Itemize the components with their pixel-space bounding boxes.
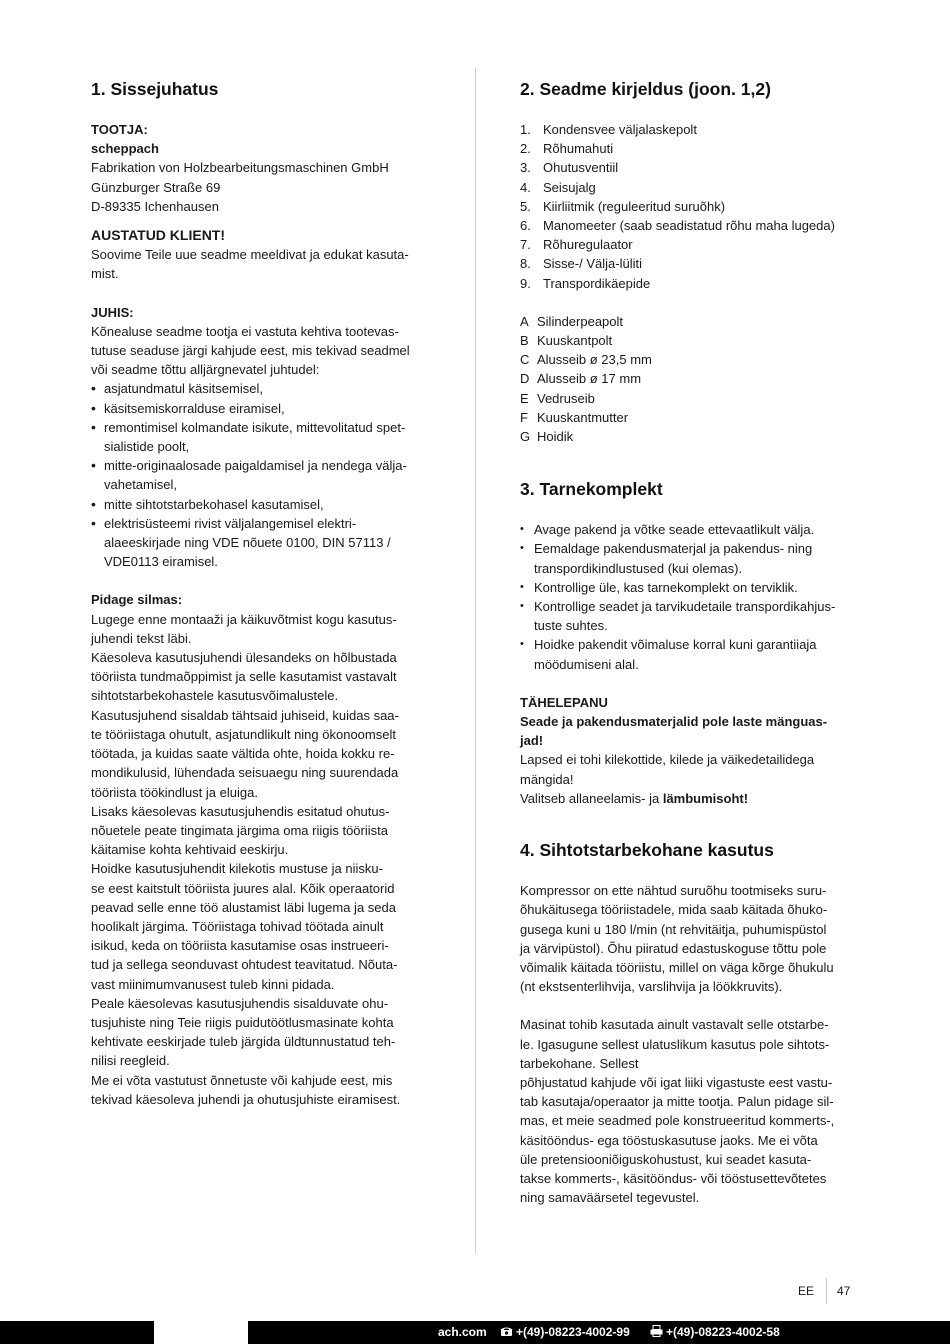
page-number: 47 bbox=[837, 1284, 851, 1298]
section-3-title: 3. Tarnekomplekt bbox=[520, 479, 663, 500]
list-item: F Kuuskantmutter bbox=[520, 409, 629, 425]
attention-line: mängida! bbox=[520, 771, 574, 787]
list-item: • Hoidke pakendit võimaluse korral kuni garantiiaja möödumiseni alal. bbox=[520, 635, 865, 673]
intended-use-paragraph-2: Masinat tohib kasutada ainult vastavalt selle otstarbe- le. Igasugune sellest ulatuslikum kasutus pole sihtots- tarbekohane. Sellest põhjustatud kahjude või igat liiki vigastuste eest vastu- tab kasutaja/operaator ja mitte tootja. Palun pidage sil- mas, et meie seadmed pole konstrueeritud kommerts-, käsitööndus- ega tööstuskasutuse jaoks. Me ei võta üle pretensiooniõiguskohustust, kui seadet kasuta- takse kommerts-, käsitööndus- või tööstusettevõtetes ning samaväärsetel tegevustel. bbox=[520, 1017, 835, 1206]
list-item: 4. Seisujalg bbox=[520, 179, 596, 195]
note-label: JUHIS: bbox=[91, 304, 134, 320]
list-item: • mitte-originaalosade paigaldamisel ja nendega välja- vahetamisel, bbox=[91, 456, 436, 494]
list-item: G Hoidik bbox=[520, 429, 574, 445]
manufacturer-line: Fabrikation von Holzbearbeitungsmaschinen GmbH bbox=[91, 160, 389, 176]
list-item: 6. Manomeeter (saab seadistatud rõhu maha lugeda) bbox=[520, 218, 835, 234]
client-text-line: Soovime Teile uue seadme meeldivat ja edukat kasuta- bbox=[91, 247, 409, 263]
list-item: • Kontrollige seadet ja tarvikudetaile transpordikahjus- tuste suhtes. bbox=[520, 597, 865, 635]
section-2-title: 2. Seadme kirjeldus (joon. 1,2) bbox=[520, 79, 771, 99]
list-item: • remontimisel kolmandate isikute, mittevolitatud spet- sialistide poolt, bbox=[91, 418, 436, 456]
manufacturer-label: TOOTJA: bbox=[91, 122, 148, 137]
list-item: 7. Rõhuregulaator bbox=[520, 237, 633, 253]
client-title: AUSTATUD KLIENT! bbox=[91, 227, 226, 244]
list-item: 2. Rõhumahuti bbox=[520, 141, 614, 157]
right-column bbox=[520, 78, 865, 1207]
footer-bar-left bbox=[0, 1321, 154, 1344]
parts-lettered-list bbox=[520, 312, 865, 446]
list-item: 5. Kiirliitmik (reguleeritud suruõhk) bbox=[520, 198, 726, 214]
section-4-title: 4. Sihtotstarbekohane kasutus bbox=[520, 840, 774, 861]
list-item: 9. Transpordikäepide bbox=[520, 275, 651, 291]
left-column bbox=[91, 78, 436, 1109]
note-text-line: tutuse seaduse järgi kahjude eest, mis tekivad seadmel bbox=[91, 343, 410, 359]
parts-numbered-list bbox=[520, 120, 865, 293]
list-item: E Vedruseib bbox=[520, 390, 595, 406]
note-text-line: Kõnealuse seadme tootja ei vastuta kehtiva tootevas- bbox=[91, 323, 399, 339]
attention-last-line: Valitseb allaneelamis- ja lämbumisoht! bbox=[520, 790, 749, 806]
attention-label: TÄHELEPANU bbox=[520, 694, 608, 710]
attention-bold-line: Seade ja pakendusmaterjalid pole laste mänguas- bbox=[520, 714, 828, 730]
footer-separator bbox=[826, 1278, 827, 1304]
list-item: • elektrisüsteemi rivist väljalangemisel elektri- alaeeskirjade ning VDE nõuete 0100, DIN 57113 / VDE0113 eiramisel. bbox=[91, 514, 436, 572]
list-item: • mitte sihtotstarbekohasel kasutamisel, bbox=[91, 495, 436, 514]
phone-icon bbox=[500, 1321, 513, 1344]
note-bullet-list bbox=[91, 379, 436, 571]
manufacturer-name: scheppach bbox=[91, 141, 159, 157]
list-item: A Silinderpeapolt bbox=[520, 313, 624, 329]
list-item: B Kuuskantpolt bbox=[520, 333, 613, 349]
language-code: EE bbox=[798, 1284, 815, 1298]
list-item: C Alusseib ø 23,5 mm bbox=[520, 352, 652, 368]
intended-use-paragraph-1: Kompressor on ette nähtud suruõhu tootmiseks suru- õhukäitusega tööriistadele, mida saab käitada õhuko- gusega kuni u 180 l/min (nt rehvitäitja, puhumispüstol ja värvipüstol). Õhu piiratud edastuskoguse tõttu pole võimalik käitada tööriistu, millel on väga kõrge õhukulu (nt ekstsenterlihvija, varslihvija ja löökkruvits). bbox=[520, 883, 834, 995]
list-item: • Avage pakend ja võtke seade ettevaatlikult välja. bbox=[520, 520, 865, 539]
manufacturer-line: Günzburger Straße 69 bbox=[91, 179, 221, 195]
list-item: 1. Kondensvee väljalaskepolt bbox=[520, 122, 697, 137]
column-divider bbox=[475, 68, 476, 1253]
client-text-line: mist. bbox=[91, 266, 119, 282]
list-item: • Kontrollige üle, kas tarnekomplekt on terviklik. bbox=[520, 578, 865, 597]
observe-label: Pidage silmas: bbox=[91, 592, 183, 608]
manufacturer-line: D-89335 Ichenhausen bbox=[91, 198, 219, 214]
list-item: • asjatundmatul käsitsemisel, bbox=[91, 379, 436, 398]
note-text-line: või seadme tõttu alljärgnevatel juhtudel: bbox=[91, 362, 320, 378]
list-item: D Alusseib ø 17 mm bbox=[520, 371, 642, 387]
list-item: • Eemaldage pakendusmaterjal ja pakendus- ning transpordikindlustused (kui olemas). bbox=[520, 539, 865, 577]
phone-number: +(49)-08223-4002-99 bbox=[516, 1325, 630, 1339]
section-1-title: 1. Sissejuhatus bbox=[91, 79, 219, 99]
list-item: 3. Ohutusventiil bbox=[520, 160, 619, 176]
list-item: • käsitsemiskorralduse eiramisel, bbox=[91, 399, 436, 418]
fax-number: +(49)-08223-4002-58 bbox=[666, 1325, 780, 1339]
observe-text: Lugege enne montaaži ja käikuvõtmist kogu kasutus- juhendi tekst läbi. Käesoleva kasutusjuhendi ülesandeks on hõlbustada tööriista tundmaõppimist ja selle kasutamist vastavalt sihtotstarbekohastele kasutusvõimalustele. Kasutusjuhend sisaldab tähtsaid juhiseid, kuidas saa- te tööriistaga ohutult, asjatundlikult ning ökonoomselt töötada, ja kuidas saate vältida ohte, hoida kokku re- mondikulusid, lühendada seisuaegu ning suurendada tööriista töökindlust ja eluiga. Lisaks käesolevas kasutusjuhendis esitatud ohutus- nõuetele peate tingimata järgima oma riigis tööriista käitamise kohta kehtivaid eeskirju. Hoidke kasutusjuhendit kilekotis mustuse ja niisku- se eest kaitstult tööriista juures alal. Kõik operaatorid peavad selle enne töö alustamist läbi lugema ja seda hoolikalt järgima. Tööriistaga tohivad töötada ainult isikud, keda on tööriista kasutamise osas instrueeri- tud ja sellega seonduvast ohtudest teavitatud. Nõuta- vast miinimumvanusest tuleb kinni pidada. Peale käesolevas kasutusjuhendis sisalduvate ohu- tusjuhiste ning Teie riigis puidutöötlusmasinate kohta kehtivate eeskirjade tuleb järgida üldtunnustatud teh- nilisi reegleid. Me ei võta vastutust õnnetuste või kahjude eest, mis tekivad käesoleva juhendi ja ohutusjuhiste eiramisest. bbox=[91, 611, 401, 1107]
list-item: 8. Sisse-/ Välja-lüliti bbox=[520, 256, 642, 272]
footer-contact-bar bbox=[248, 1321, 950, 1344]
website-text: ach.com bbox=[438, 1325, 487, 1339]
attention-line: Lapsed ei tohi kilekottide, kilede ja väikedetailidega bbox=[520, 752, 815, 768]
fax-icon bbox=[650, 1321, 663, 1344]
attention-bold-line: jad! bbox=[520, 733, 544, 749]
delivery-bullet-list bbox=[520, 520, 865, 674]
